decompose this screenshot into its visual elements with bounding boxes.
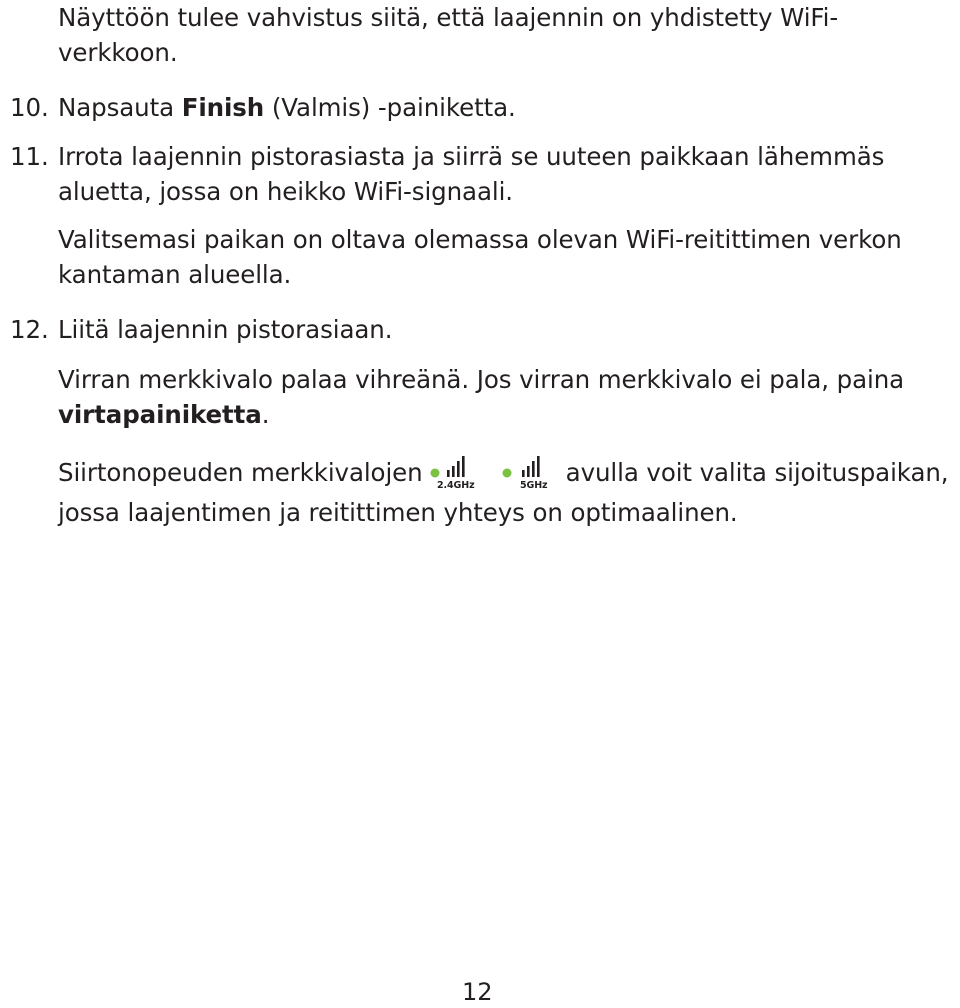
led-2-4ghz-label: 2.4GHz bbox=[437, 480, 475, 491]
step-12-note-1: Virran merkkivalo palaa vihreänä. Jos virran merkkivalo ei pala, paina bbox=[58, 365, 905, 394]
led-5ghz-bar-3 bbox=[532, 461, 535, 477]
intro-text-1: Näyttöön tulee vahvistus siitä, että laajennin on yhdistetty WiFi- bbox=[58, 3, 839, 32]
led-2-4ghz-svg bbox=[430, 455, 486, 491]
step-11-number: 11. bbox=[10, 142, 49, 171]
step-12-number: 12. bbox=[10, 315, 49, 344]
led-2-4ghz-bar-2 bbox=[452, 466, 455, 477]
step-10-number: 10. bbox=[10, 93, 49, 122]
led-5ghz-label: 5GHz bbox=[519, 480, 548, 491]
led-text-after: avulla voit valita sijoituspaikan, bbox=[565, 458, 949, 487]
step-10-text-after: (Valmis) -painiketta. bbox=[264, 93, 516, 122]
step-11-text-1: Irrota laajennin pistorasiasta ja siirrä se uuteen paikkaan lähemmäs bbox=[58, 142, 885, 171]
step-10-text bbox=[58, 90, 516, 126]
led-2-4ghz-bar-3 bbox=[457, 461, 460, 477]
led-5ghz-icon bbox=[498, 455, 554, 491]
led-2-4ghz-icon bbox=[430, 455, 486, 491]
led-5ghz-bar-2 bbox=[527, 466, 530, 477]
led-text-line-2: jossa laajentimen ja reitittimen yhteys on optimaalinen. bbox=[58, 498, 738, 527]
intro-text-2: verkkoon. bbox=[58, 38, 178, 67]
step-12-led-text bbox=[58, 455, 948, 491]
led-text-before: Siirtonopeuden merkkivalojen bbox=[58, 458, 423, 487]
step-11-note-1: Valitsemasi paikan on oltava olemassa olevan WiFi-reitittimen verkon bbox=[58, 225, 902, 254]
led-2-4ghz-dot bbox=[431, 469, 440, 478]
led-5ghz-bar-4 bbox=[537, 456, 540, 477]
step-12-note-bold: virtapainiketta bbox=[58, 400, 262, 429]
step-12-note-after: . bbox=[261, 400, 270, 429]
step-11-note-2: kantaman alueella. bbox=[58, 260, 292, 289]
step-10-text-before: Napsauta bbox=[58, 93, 182, 122]
step-11-text-2: aluetta, jossa on heikko WiFi-signaali. bbox=[58, 177, 513, 206]
step-12-note-2 bbox=[58, 397, 269, 433]
step-12-text-1: Liitä laajennin pistorasiaan. bbox=[58, 315, 393, 344]
led-2-4ghz-bar-1 bbox=[447, 470, 450, 477]
page-number: 12 bbox=[462, 978, 493, 1006]
led-5ghz-svg bbox=[498, 455, 554, 491]
step-10-bold: Finish bbox=[181, 93, 265, 122]
led-2-4ghz-bar-4 bbox=[462, 456, 465, 477]
led-5ghz-bar-1 bbox=[522, 470, 525, 477]
led-5ghz-dot bbox=[502, 469, 511, 478]
